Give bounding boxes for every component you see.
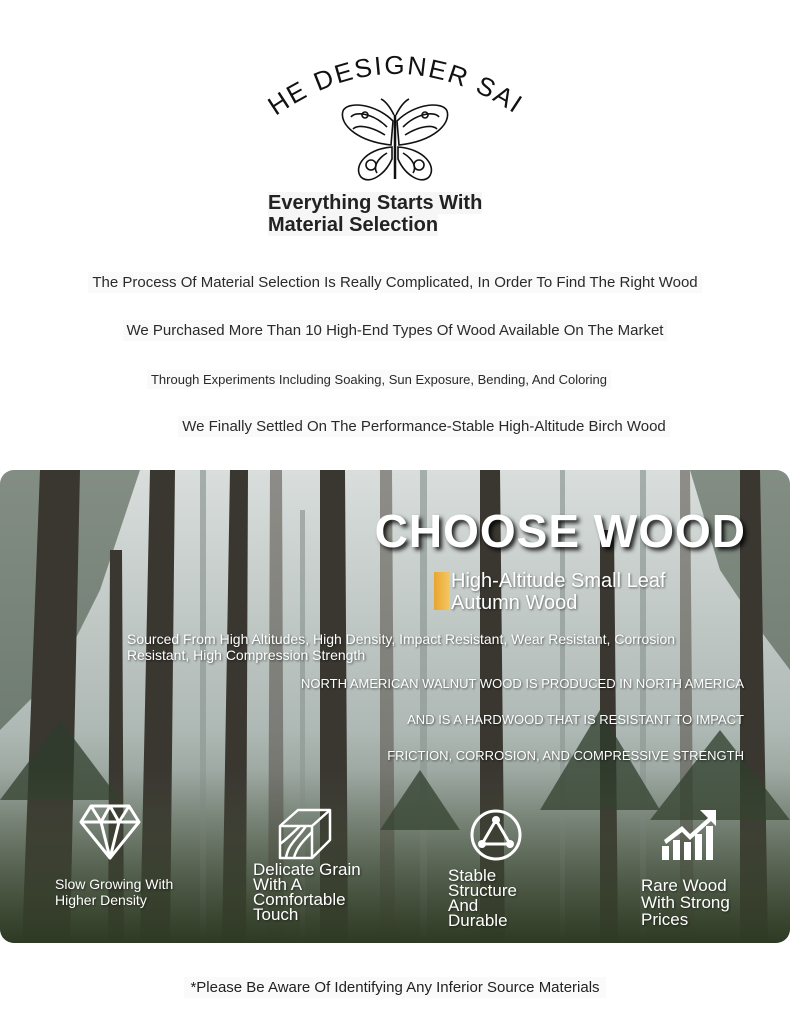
triangle-circle-icon: [469, 808, 523, 862]
growth-chart-icon: [660, 808, 718, 862]
section-heading: [268, 192, 548, 236]
feature-label-4: Rare Wood With Strong Prices: [641, 876, 730, 929]
hero-subtitle-line-2: Autumn Wood: [451, 592, 578, 614]
brand-logo: [255, 40, 535, 190]
hero-subtitle: [451, 570, 711, 614]
brand-name: HE DESIGNER SAI: [262, 49, 530, 122]
intro-line-2: We Purchased More Than 10 High-End Types Of Wood Available On The Market: [0, 322, 790, 339]
heading-line-2: Material Selection: [268, 214, 439, 236]
accent-bar: [434, 572, 450, 610]
hero-caps-line-1: NORTH AMERICAN WALNUT WOOD IS PRODUCED IN NORTH AMERICA: [300, 676, 744, 691]
hero-subtitle-line-1: High-Altitude Small Leaf: [451, 570, 666, 592]
intro-line-1: The Process Of Material Selection Is Really Complicated, In Order To Find The Right Wood: [0, 274, 790, 291]
hero-title: CHOOSE WOOD: [374, 505, 746, 557]
feature-label-3: Stable Structure And Durable: [448, 866, 517, 930]
feature-label-2: Delicate Grain With A Comfortable Touch: [253, 860, 361, 924]
diamond-icon: [79, 804, 141, 860]
intro-line-3: Through Experiments Including Soaking, Sun Exposure, Bending, And Coloring: [0, 371, 774, 388]
heading-line-1: Everything Starts With: [268, 192, 483, 214]
hero-caps-line-2: AND IS A HARDWOOD THAT IS RESISTANT TO IMPACT: [407, 712, 744, 727]
hero-description: Sourced From High Altitudes, High Density, Impact Resistant, Wear Resistant, Corrosion Resistant, High Compression Strength: [127, 631, 676, 663]
butterfly-logo-icon: [255, 40, 535, 190]
wood-grain-icon: [278, 808, 332, 860]
intro-line-4: We Finally Settled On The Performance-Stable High-Altitude Birch Wood: [29, 418, 790, 435]
feature-label-1: Slow Growing With Higher Density: [55, 876, 174, 908]
footer-note: *Please Be Aware Of Identifying Any Inferior Source Materials: [0, 979, 790, 996]
hero-caps-line-3: FRICTION, CORROSION, AND COMPRESSIVE STRENGTH: [387, 748, 744, 763]
svg-text:THE DESIGNER SAID: [255, 40, 529, 121]
